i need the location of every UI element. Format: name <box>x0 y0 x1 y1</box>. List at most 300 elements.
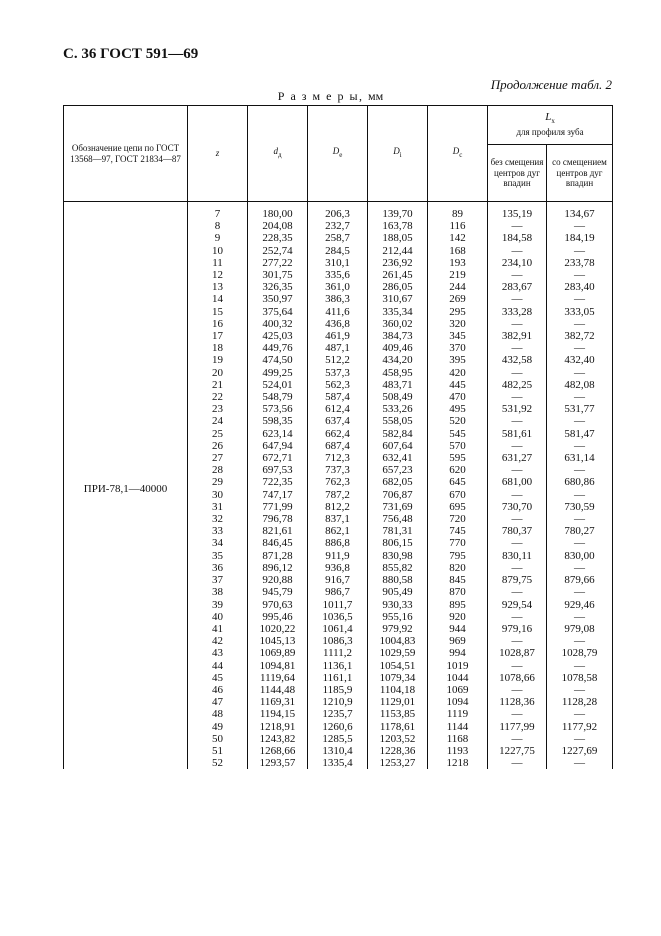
cell-l2: — <box>547 391 613 403</box>
cell-l1: — <box>488 757 547 769</box>
cell-l1: 1028,87 <box>488 647 547 659</box>
cell-z: 51 <box>188 745 248 757</box>
cell-l1: 1128,36 <box>488 696 547 708</box>
cell-Dc: 395 <box>428 354 488 366</box>
cell-l1: 234,10 <box>488 257 547 269</box>
cell-De: 762,3 <box>308 476 368 488</box>
cell-Di: 1029,59 <box>368 647 428 659</box>
cell-z: 31 <box>188 501 248 513</box>
cell-De: 232,7 <box>308 220 368 232</box>
cell-dd: 204,08 <box>248 220 308 232</box>
cell-Dc: 420 <box>428 367 488 379</box>
cell-l2: 1028,79 <box>547 647 613 659</box>
cell-dd: 449,76 <box>248 342 308 354</box>
cell-Di: 781,31 <box>368 525 428 537</box>
col-header-Dc: $D_c$ <box>428 106 488 202</box>
cell-Di: 1228,36 <box>368 745 428 757</box>
cell-Dc: 944 <box>428 623 488 635</box>
cell-l1: 681,00 <box>488 476 547 488</box>
cell-z: 11 <box>188 257 248 269</box>
cell-z: 46 <box>188 684 248 696</box>
cell-l2: 184,19 <box>547 232 613 244</box>
cell-Di: 731,69 <box>368 501 428 513</box>
cell-z: 16 <box>188 318 248 330</box>
cell-l1: — <box>488 293 547 305</box>
cell-Dc: 1094 <box>428 696 488 708</box>
cell-Dc: 820 <box>428 562 488 574</box>
cell-z: 42 <box>188 635 248 647</box>
cell-z: 13 <box>188 281 248 293</box>
cell-z: 37 <box>188 574 248 586</box>
cell-dd: 672,71 <box>248 452 308 464</box>
cell-l2: 929,46 <box>547 599 613 611</box>
cell-dd: 252,74 <box>248 245 308 257</box>
cell-l2: 879,66 <box>547 574 613 586</box>
cell-z: 29 <box>188 476 248 488</box>
cell-z: 23 <box>188 403 248 415</box>
table-body <box>64 202 613 770</box>
cell-Dc: 142 <box>428 232 488 244</box>
cell-z: 52 <box>188 757 248 769</box>
cell-Dc: 895 <box>428 599 488 611</box>
cell-l2: 482,08 <box>547 379 613 391</box>
cell-Di: 1253,27 <box>368 757 428 769</box>
cell-De: 712,3 <box>308 452 368 464</box>
cell-Dc: 244 <box>428 281 488 293</box>
cell-Di: 1054,51 <box>368 660 428 672</box>
cell-l1: — <box>488 660 547 672</box>
col-header-Di: $D_i$ <box>368 106 428 202</box>
cell-l2: 631,14 <box>547 452 613 464</box>
col-header-De: $D_e$ <box>308 106 368 202</box>
cell-Di: 806,15 <box>368 537 428 549</box>
cell-Dc: 1119 <box>428 708 488 720</box>
cell-Di: 632,41 <box>368 452 428 464</box>
cell-Dc: 1218 <box>428 757 488 769</box>
cell-l2: 680,86 <box>547 476 613 488</box>
table-row <box>64 202 613 221</box>
cell-l2: 780,27 <box>547 525 613 537</box>
cell-z: 24 <box>188 415 248 427</box>
cell-l2: — <box>547 562 613 574</box>
cell-z: 36 <box>188 562 248 574</box>
cell-l1: 333,28 <box>488 306 547 318</box>
sprocket-dimensions-table <box>63 105 613 769</box>
cell-l2: — <box>547 537 613 549</box>
cell-l1: — <box>488 342 547 354</box>
cell-Dc: 193 <box>428 257 488 269</box>
cell-l2: 730,59 <box>547 501 613 513</box>
cell-dd: 573,56 <box>248 403 308 415</box>
cell-dd: 896,12 <box>248 562 308 574</box>
cell-dd: 1144,48 <box>248 684 308 696</box>
cell-De: 1335,4 <box>308 757 368 769</box>
cell-l1: — <box>488 415 547 427</box>
cell-dd: 474,50 <box>248 354 308 366</box>
cell-De: 587,4 <box>308 391 368 403</box>
cell-dd: 970,63 <box>248 599 308 611</box>
cell-De: 936,8 <box>308 562 368 574</box>
cell-dd: 499,25 <box>248 367 308 379</box>
cell-l2: — <box>547 245 613 257</box>
cell-l2: 531,77 <box>547 403 613 415</box>
cell-De: 1086,3 <box>308 635 368 647</box>
cell-z: 45 <box>188 672 248 684</box>
cell-Dc: 545 <box>428 428 488 440</box>
cell-l1: 979,16 <box>488 623 547 635</box>
cell-z: 32 <box>188 513 248 525</box>
cell-De: 258,7 <box>308 232 368 244</box>
cell-l1: 631,27 <box>488 452 547 464</box>
cell-dd: 821,61 <box>248 525 308 537</box>
cell-dd: 326,35 <box>248 281 308 293</box>
cell-De: 206,3 <box>308 202 368 221</box>
cell-l2: 1177,92 <box>547 721 613 733</box>
cell-l2: 333,05 <box>547 306 613 318</box>
cell-De: 487,1 <box>308 342 368 354</box>
cell-z: 41 <box>188 623 248 635</box>
cell-l1: 879,75 <box>488 574 547 586</box>
cell-Dc: 1044 <box>428 672 488 684</box>
cell-Di: 955,16 <box>368 611 428 623</box>
cell-Di: 212,44 <box>368 245 428 257</box>
cell-Dc: 770 <box>428 537 488 549</box>
cell-z: 22 <box>188 391 248 403</box>
cell-l2: 1227,69 <box>547 745 613 757</box>
cell-l2: 283,40 <box>547 281 613 293</box>
cell-l1: — <box>488 635 547 647</box>
cell-Di: 1178,61 <box>368 721 428 733</box>
sizes-unit: мм <box>368 89 384 103</box>
cell-dd: 920,88 <box>248 574 308 586</box>
cell-dd: 623,14 <box>248 428 308 440</box>
cell-l1: 1227,75 <box>488 745 547 757</box>
cell-l2: — <box>547 660 613 672</box>
cell-l1: — <box>488 611 547 623</box>
cell-z: 25 <box>188 428 248 440</box>
cell-De: 284,5 <box>308 245 368 257</box>
cell-l1: 283,67 <box>488 281 547 293</box>
cell-Di: 830,98 <box>368 550 428 562</box>
cell-Di: 582,84 <box>368 428 428 440</box>
cell-z: 50 <box>188 733 248 745</box>
cell-Dc: 370 <box>428 342 488 354</box>
cell-dd: 1069,89 <box>248 647 308 659</box>
cell-l1: 929,54 <box>488 599 547 611</box>
cell-z: 18 <box>188 342 248 354</box>
cell-l2: — <box>547 220 613 232</box>
cell-Di: 508,49 <box>368 391 428 403</box>
cell-l2: — <box>547 757 613 769</box>
cell-Dc: 269 <box>428 293 488 305</box>
cell-z: 48 <box>188 708 248 720</box>
cell-Dc: 495 <box>428 403 488 415</box>
cell-l2: 979,08 <box>547 623 613 635</box>
cell-l1: 830,11 <box>488 550 547 562</box>
cell-l2: — <box>547 293 613 305</box>
cell-z: 28 <box>188 464 248 476</box>
cell-Di: 880,58 <box>368 574 428 586</box>
cell-l1: 135,19 <box>488 202 547 221</box>
cell-dd: 425,03 <box>248 330 308 342</box>
col-header-no-shift: без смещения центров дуг впадин <box>488 145 547 202</box>
cell-Dc: 645 <box>428 476 488 488</box>
cell-Di: 236,92 <box>368 257 428 269</box>
cell-z: 21 <box>188 379 248 391</box>
cell-dd: 871,28 <box>248 550 308 562</box>
cell-dd: 995,46 <box>248 611 308 623</box>
cell-De: 986,7 <box>308 586 368 598</box>
cell-l1: — <box>488 562 547 574</box>
cell-l1: 531,92 <box>488 403 547 415</box>
cell-De: 662,4 <box>308 428 368 440</box>
cell-De: 1061,4 <box>308 623 368 635</box>
cell-l2: — <box>547 318 613 330</box>
cell-De: 1161,1 <box>308 672 368 684</box>
cell-l1: — <box>488 586 547 598</box>
cell-Di: 930,33 <box>368 599 428 611</box>
cell-Dc: 520 <box>428 415 488 427</box>
cell-Di: 1203,52 <box>368 733 428 745</box>
cell-dd: 301,75 <box>248 269 308 281</box>
cell-De: 1260,6 <box>308 721 368 733</box>
cell-Di: 533,26 <box>368 403 428 415</box>
cell-Dc: 1019 <box>428 660 488 672</box>
cell-De: 310,1 <box>308 257 368 269</box>
cell-l1: — <box>488 318 547 330</box>
cell-De: 562,3 <box>308 379 368 391</box>
cell-l2: 233,78 <box>547 257 613 269</box>
sizes-caption <box>0 89 661 104</box>
cell-z: 30 <box>188 489 248 501</box>
cell-Di: 483,71 <box>368 379 428 391</box>
cell-l1: — <box>488 733 547 745</box>
cell-dd: 1243,82 <box>248 733 308 745</box>
cell-z: 17 <box>188 330 248 342</box>
cell-De: 862,1 <box>308 525 368 537</box>
cell-l2: — <box>547 513 613 525</box>
cell-Di: 434,20 <box>368 354 428 366</box>
cell-z: 20 <box>188 367 248 379</box>
cell-Di: 409,46 <box>368 342 428 354</box>
cell-De: 637,4 <box>308 415 368 427</box>
cell-z: 33 <box>188 525 248 537</box>
cell-Di: 310,67 <box>368 293 428 305</box>
cell-dd: 400,32 <box>248 318 308 330</box>
cell-De: 1285,5 <box>308 733 368 745</box>
cell-Dc: 620 <box>428 464 488 476</box>
cell-dd: 1020,22 <box>248 623 308 635</box>
cell-De: 461,9 <box>308 330 368 342</box>
cell-dd: 548,79 <box>248 391 308 403</box>
cell-De: 335,6 <box>308 269 368 281</box>
cell-z: 26 <box>188 440 248 452</box>
cell-dd: 1194,15 <box>248 708 308 720</box>
cell-Dc: 470 <box>428 391 488 403</box>
cell-l2: 382,72 <box>547 330 613 342</box>
cell-z: 47 <box>188 696 248 708</box>
cell-z: 9 <box>188 232 248 244</box>
cell-Di: 139,70 <box>368 202 428 221</box>
cell-De: 512,2 <box>308 354 368 366</box>
cell-l2: — <box>547 440 613 452</box>
chain-designation: ПРИ-78,1—40000 <box>64 202 188 770</box>
cell-Di: 1104,18 <box>368 684 428 696</box>
cell-De: 612,4 <box>308 403 368 415</box>
cell-Di: 558,05 <box>368 415 428 427</box>
cell-l1: — <box>488 245 547 257</box>
cell-Dc: 320 <box>428 318 488 330</box>
cell-l2: 581,47 <box>547 428 613 440</box>
cell-De: 1011,7 <box>308 599 368 611</box>
cell-l2: — <box>547 611 613 623</box>
col-header-dd: $d_д$ <box>248 106 308 202</box>
cell-De: 916,7 <box>308 574 368 586</box>
cell-z: 19 <box>188 354 248 366</box>
cell-De: 687,4 <box>308 440 368 452</box>
cell-Dc: 845 <box>428 574 488 586</box>
cell-De: 436,8 <box>308 318 368 330</box>
cell-Di: 335,34 <box>368 306 428 318</box>
cell-Dc: 920 <box>428 611 488 623</box>
cell-dd: 598,35 <box>248 415 308 427</box>
cell-z: 40 <box>188 611 248 623</box>
cell-Di: 979,92 <box>368 623 428 635</box>
cell-Dc: 1144 <box>428 721 488 733</box>
cell-l1: 482,25 <box>488 379 547 391</box>
cell-dd: 277,22 <box>248 257 308 269</box>
cell-Di: 1153,85 <box>368 708 428 720</box>
col-header-z: z <box>188 106 248 202</box>
cell-Di: 706,87 <box>368 489 428 501</box>
cell-l2: 830,00 <box>547 550 613 562</box>
cell-l2: — <box>547 269 613 281</box>
cell-De: 1210,9 <box>308 696 368 708</box>
cell-l2: — <box>547 684 613 696</box>
cell-l1: 581,61 <box>488 428 547 440</box>
cell-Dc: 168 <box>428 245 488 257</box>
cell-Di: 855,82 <box>368 562 428 574</box>
cell-l1: — <box>488 489 547 501</box>
cell-De: 837,1 <box>308 513 368 525</box>
cell-Di: 1004,83 <box>368 635 428 647</box>
cell-Dc: 445 <box>428 379 488 391</box>
cell-l2: — <box>547 635 613 647</box>
cell-Di: 163,78 <box>368 220 428 232</box>
cell-z: 44 <box>188 660 248 672</box>
cell-l1: 432,58 <box>488 354 547 366</box>
cell-l1: 1177,99 <box>488 721 547 733</box>
cell-l1: — <box>488 269 547 281</box>
cell-De: 1111,2 <box>308 647 368 659</box>
sizes-label: Р а з м е р ы, <box>277 89 364 103</box>
cell-z: 15 <box>188 306 248 318</box>
cell-dd: 747,17 <box>248 489 308 501</box>
cell-De: 812,2 <box>308 501 368 513</box>
cell-Di: 607,64 <box>368 440 428 452</box>
cell-dd: 697,53 <box>248 464 308 476</box>
cell-Di: 905,49 <box>368 586 428 598</box>
cell-l1: — <box>488 464 547 476</box>
cell-l2: — <box>547 415 613 427</box>
cell-Di: 286,05 <box>368 281 428 293</box>
cell-Dc: 116 <box>428 220 488 232</box>
cell-Di: 756,48 <box>368 513 428 525</box>
cell-dd: 1293,57 <box>248 757 308 769</box>
cell-dd: 647,94 <box>248 440 308 452</box>
cell-z: 7 <box>188 202 248 221</box>
page-header: С. 36 ГОСТ 591—69 <box>63 46 199 62</box>
cell-z: 10 <box>188 245 248 257</box>
cell-Dc: 695 <box>428 501 488 513</box>
cell-Dc: 1168 <box>428 733 488 745</box>
cell-l2: 134,67 <box>547 202 613 221</box>
cell-Di: 188,05 <box>368 232 428 244</box>
col-header-shift: со смещением центров дуг впадин <box>547 145 613 202</box>
cell-Dc: 595 <box>428 452 488 464</box>
cell-dd: 846,45 <box>248 537 308 549</box>
cell-Dc: 295 <box>428 306 488 318</box>
cell-l2: — <box>547 464 613 476</box>
cell-De: 1136,1 <box>308 660 368 672</box>
cell-dd: 945,79 <box>248 586 308 598</box>
cell-De: 911,9 <box>308 550 368 562</box>
cell-Dc: 720 <box>428 513 488 525</box>
cell-De: 1310,4 <box>308 745 368 757</box>
cell-l1: 184,58 <box>488 232 547 244</box>
cell-De: 1036,5 <box>308 611 368 623</box>
cell-l2: — <box>547 733 613 745</box>
cell-l1: 382,91 <box>488 330 547 342</box>
cell-De: 886,8 <box>308 537 368 549</box>
cell-Dc: 870 <box>428 586 488 598</box>
cell-dd: 722,35 <box>248 476 308 488</box>
cell-l1: — <box>488 708 547 720</box>
col-header-chain: Обозначение цепи по ГОСТ 13568—97, ГОСТ 21834—87 <box>64 106 188 202</box>
col-header-Lx: $L_x$ для профиля зуба <box>488 106 613 145</box>
cell-l1: 780,37 <box>488 525 547 537</box>
cell-Di: 360,02 <box>368 318 428 330</box>
cell-Dc: 1069 <box>428 684 488 696</box>
cell-Di: 458,95 <box>368 367 428 379</box>
cell-De: 411,6 <box>308 306 368 318</box>
cell-Dc: 1193 <box>428 745 488 757</box>
cell-dd: 771,99 <box>248 501 308 513</box>
cell-dd: 180,00 <box>248 202 308 221</box>
cell-l1: 1078,66 <box>488 672 547 684</box>
cell-z: 12 <box>188 269 248 281</box>
cell-De: 1235,7 <box>308 708 368 720</box>
cell-Dc: 795 <box>428 550 488 562</box>
cell-l1: — <box>488 391 547 403</box>
cell-l1: — <box>488 513 547 525</box>
cell-Dc: 994 <box>428 647 488 659</box>
cell-z: 27 <box>188 452 248 464</box>
cell-dd: 1045,13 <box>248 635 308 647</box>
cell-l1: — <box>488 440 547 452</box>
cell-dd: 375,64 <box>248 306 308 318</box>
cell-l2: — <box>547 342 613 354</box>
cell-z: 49 <box>188 721 248 733</box>
cell-z: 35 <box>188 550 248 562</box>
cell-z: 38 <box>188 586 248 598</box>
cell-dd: 524,01 <box>248 379 308 391</box>
cell-z: 14 <box>188 293 248 305</box>
cell-Di: 682,05 <box>368 476 428 488</box>
cell-l1: — <box>488 220 547 232</box>
cell-Di: 261,45 <box>368 269 428 281</box>
cell-De: 361,0 <box>308 281 368 293</box>
